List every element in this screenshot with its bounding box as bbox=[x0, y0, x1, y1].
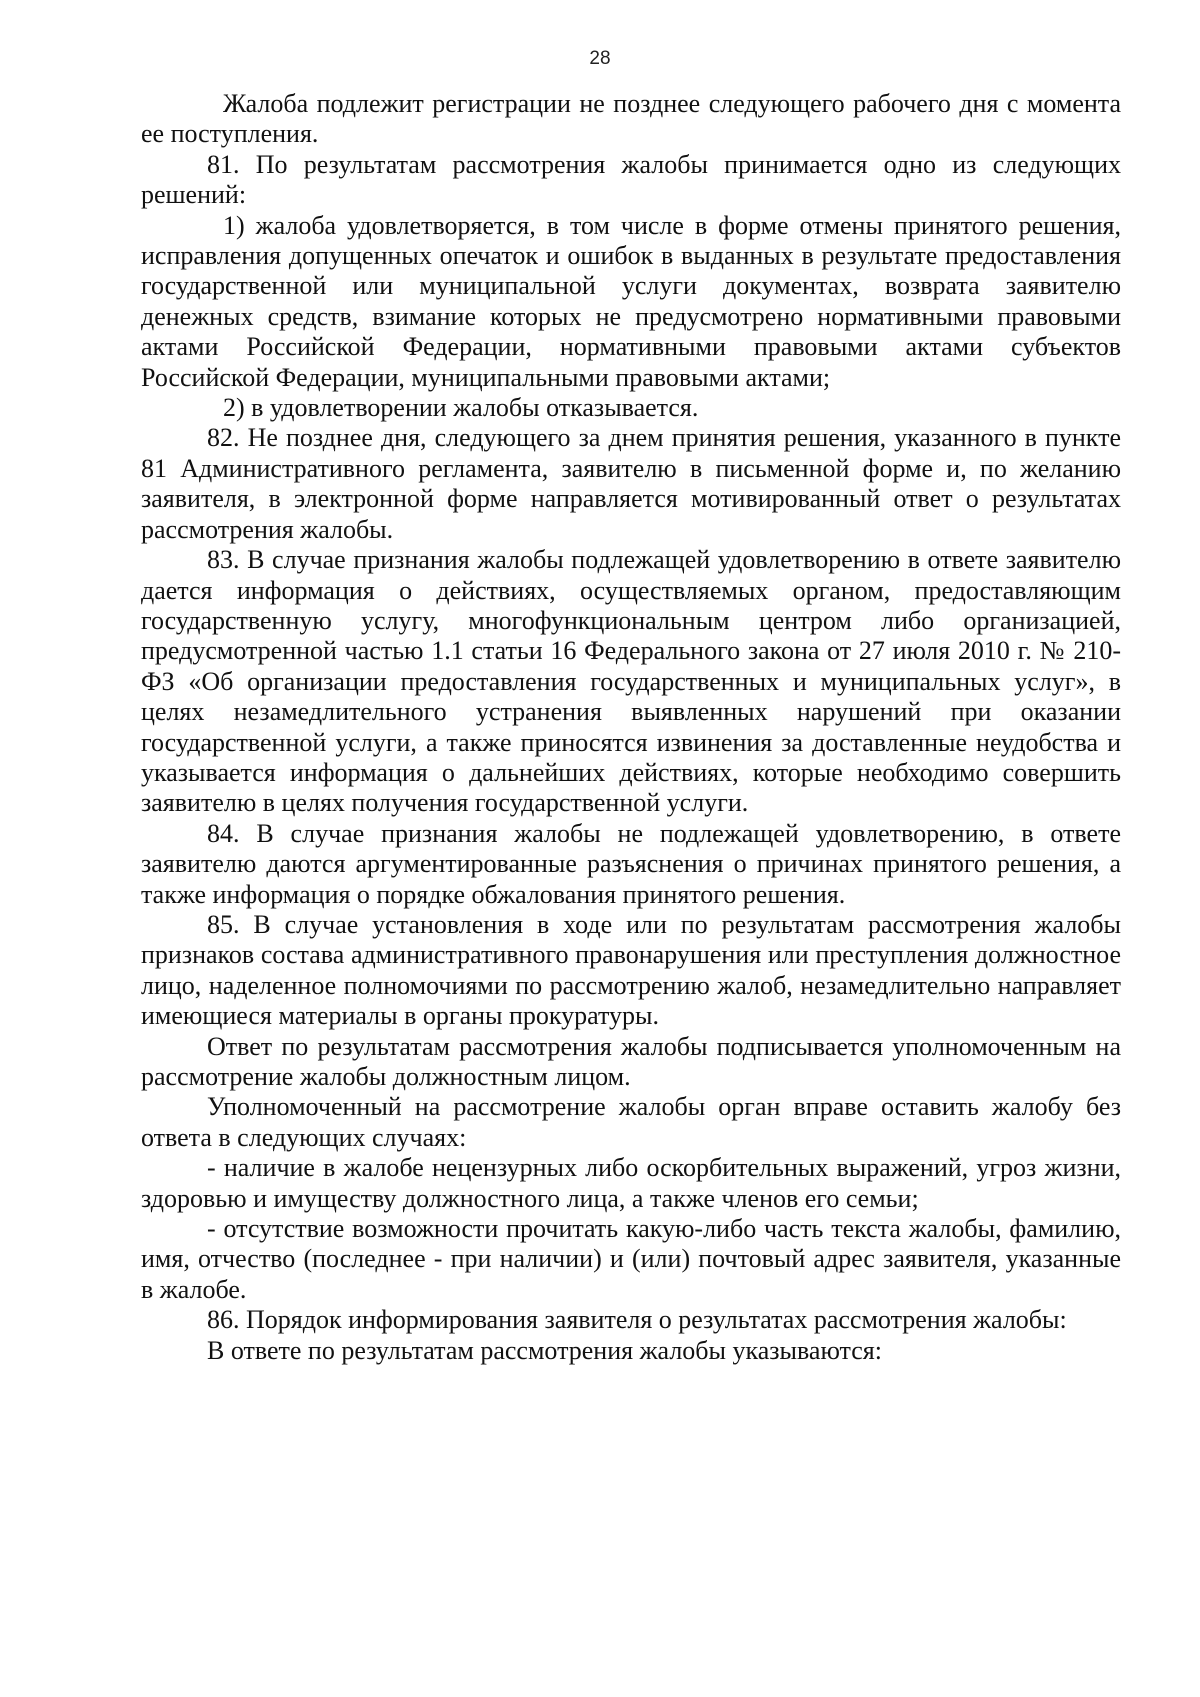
paragraph-81-item-2: 2) в удовлетворении жалобы отказывается. bbox=[223, 393, 699, 423]
document-body bbox=[141, 89, 1121, 1366]
paragraph-81-item-1: 1) жалоба удовлетворяется, в том числе в форме отмены принятого решения, исправления допущенных опечаток и ошибок в выданных в результате предоставления государственной или муниципальной услуги документах, возврата заявителю денежных средств, взимание которых не предусмотрено нормативными правовыми актами Российской Федерации, нормативными правовыми актами субъектов Российской Федерации, муниципальными правовыми актами; bbox=[141, 210, 1121, 392]
paragraph-83: 83. В случае признания жалобы подлежащей удовлетворению в ответе заявителю дается информация о действиях, осуществляемых органом, предоставляющим государственную услугу, многофункциональным центром либо организацией, предусмотренной частью 1.1 статьи 16 Федерального закона от 27 июля 2010 г. № 210-ФЗ «Об организации предоставления государственных и муниципальных услуг», в целях незамедлительного устранения выявленных нарушений при оказании государственной услуги, а также приносятся извинения за доставленные неудобства и указывается информация о дальнейших действиях, которые необходимо совершить заявителю в целях получения государственной услуги. bbox=[141, 545, 1121, 818]
paragraph-85: 85. В случае установления в ходе или по результатам рассмотрения жалобы признаков состава административного правонарушения или преступления должностное лицо, наделенное полномочиями по рассмотрению жалоб, незамедлительно направляет имеющиеся материалы в органы прокуратуры. bbox=[141, 909, 1121, 1031]
paragraph-84: 84. В случае признания жалобы не подлежащей удовлетворению, в ответе заявителю даются аргументированные разъяснения о причинах принятого решения, а также информация о порядке обжалования принятого решения. bbox=[141, 818, 1121, 909]
paragraph-case-obscene-language: - наличие в жалобе нецензурных либо оскорбительных выражений, угроз жизни, здоровью и имуществу должностного лица, а также членов его семьи; bbox=[141, 1153, 1121, 1213]
paragraph-leave-without-answer: Уполномоченный на рассмотрение жалобы орган вправе оставить жалобу без ответа в следующих случаях: bbox=[141, 1092, 1121, 1152]
paragraph-86: 86. Порядок информирования заявителя о результатах рассмотрения жалобы: bbox=[207, 1305, 1067, 1335]
paragraph-registration: Жалоба подлежит регистрации не позднее следующего рабочего дня с момента ее поступления. bbox=[141, 89, 1121, 149]
paragraph-answer-signed: Ответ по результатам рассмотрения жалобы подписывается уполномоченным на рассмотрение жалобы должностным лицом. bbox=[141, 1031, 1121, 1091]
page-number: 28 bbox=[589, 48, 611, 69]
paragraph-answer-contents: В ответе по результатам рассмотрения жалобы указываются: bbox=[207, 1335, 882, 1365]
paragraph-82: 82. Не позднее дня, следующего за днем принятия решения, указанного в пункте 81 Административного регламента, заявителю в письменной форме и, по желанию заявителя, в электронной форме направляется мотивированный ответ о результатах рассмотрения жалобы. bbox=[141, 423, 1121, 544]
paragraph-81: 81. По результатам рассмотрения жалобы принимается одно из следующих решений: bbox=[141, 149, 1121, 210]
paragraph-case-unreadable-text: - отсутствие возможности прочитать какую-либо часть текста жалобы, фамилию, имя, отчество (последнее - при наличии) и (или) почтовый адрес заявителя, указанные в жалобе. bbox=[141, 1214, 1121, 1304]
